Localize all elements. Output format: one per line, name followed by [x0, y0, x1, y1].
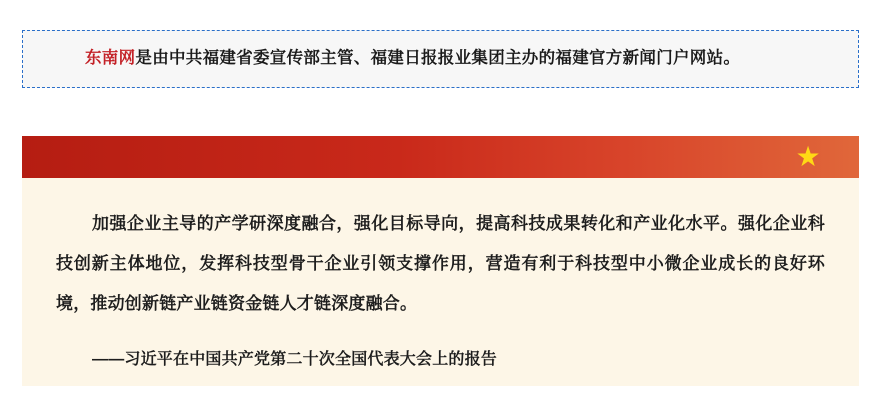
quote-text: 加强企业主导的产学研深度融合，强化目标导向，提高科技成果转化和产业化水平。强化企业科技创新主体地位，发挥科技型骨干企业引领支撑作用，营造有利于科技型中小微企业成长的良好环境，推动创新链产业链资金链人才链深度融合。 — [56, 214, 825, 313]
notice-box — [22, 30, 859, 88]
quote-card — [22, 136, 859, 386]
quote-card-body — [22, 178, 859, 386]
star-icon: ★ — [795, 141, 821, 172]
site-notice — [22, 30, 859, 88]
quote-attribution: ——习近平在中国共产党第二十次全国代表大会上的报告 — [92, 351, 498, 368]
site-brand-name: 东南网 — [85, 49, 136, 67]
notice-text: 是由中共福建省委宣传部主管、福建日报报业集团主办的福建官方新闻门户网站。 — [135, 49, 741, 67]
quote-card-header — [22, 136, 859, 178]
